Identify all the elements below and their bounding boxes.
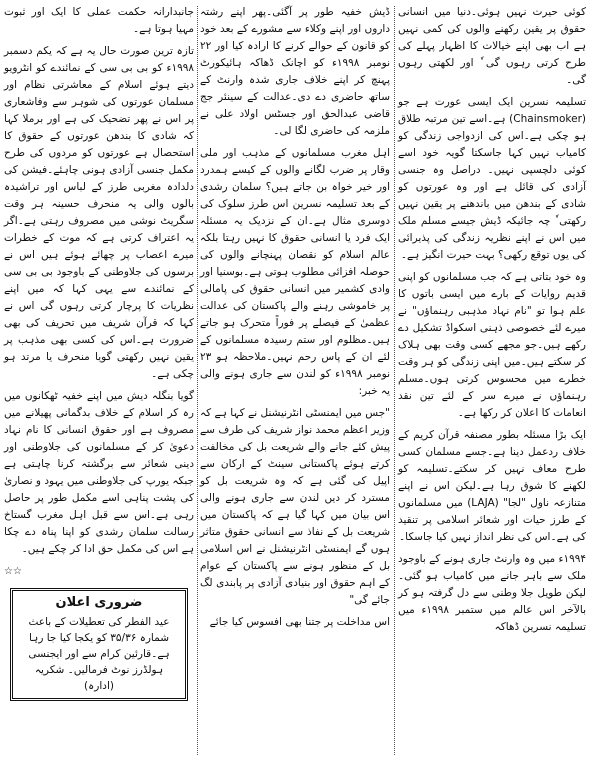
paragraph: تسلیمہ نسرین ایک ایسی عورت ہے جو (Chainsmoker) ہے۔اسے تین مرتبہ طلاق ہو چکی ہے۔اس کی ازدواجی زندگی کو کامیاب نہیں کہا جاسکتا گویہ خود اسے کوئی دلچسپی نہیں۔ دراصل وہ جنسی آزادی کی قائل ہے اور وہ عورتوں کو شادی کے بندھن میں باندھنے پر یقین نہیں رکھتی ٗ چہ جائیکہ ڈیش جیسے مسلم ملک میں اس نے اپنے نظریہ زندگی کی پذیرائی کی یوں توقع رکھی؟ بہت حیرت انگیز ہے۔ (398, 96, 586, 261)
announcement-signature: (ادارہ) (84, 680, 114, 692)
paragraph: اہل مغرب مسلمانوں کے مذہب اور ملی وقار پر ضرب لگانے والوں کے کیسے ہمدرد اور خیر خواہ بن جاتے ہیں؟ سلمان رشدی کے بعد تسلیمہ نسرین اس طرز سلوک کی دوسری مثال ہے۔ان کے نزدیک یہ مسئلہ ایک فرد یا انسانی حقوق کا نہیں رہتا بلکہ عالم اسلام کو نقصان پہنچانے والوں کی حوصلہ افزائی مطلوب ہوتی ہے۔بوسنیا اور وادی کشمیر میں انسانی حقوق کی پامالی پر خاموشی رہنے والے پاکستان کی عدالت عظمیٰ کے فیصلے پر فوراً متحرک ہو جاتے ہیں۔مظلوم اور ستم رسیدہ مسلمانوں کے لئے ان کے پاس رحم نہیں۔ملاحظہ ہو ۲۳ نومبر ۱۹۹۸ء کو لندن سے جاری ہونے والی یہ خبر: (200, 147, 390, 397)
column-divider (197, 6, 198, 755)
announcement-body: عید الفطر کی تعطیلات کے باعث شمارہ ۳۵/۳۶ کو یکجا کیا جا رہا ہے۔قارئین کرام سے اور ایجنسی ہولڈرز نوٹ فرمالیں۔ شکریہ (28, 616, 170, 676)
paragraph: وہ خود بتاتی ہے کہ جب مسلمانوں کو اپنی قدیم روایات کے بارے میں ایسی باتوں کا علم ہوا تو "نام نہاد مذہبی رہنماؤں" نے میرے لئے خصوصی ذہنی اسکواڈ تشکیل دے رکھے ہیں۔جو مجھے کسی وقت بھی ہلاک کر سکتے ہیں۔میں اپنی زندگی کو ہر وقت خطرے میں محسوس کرتی ہوں۔مسلم رہنماؤں نے میرے سر کے لئے تین نقد انعامات کا اعلان کر رکھا ہے۔ (398, 271, 586, 419)
paragraph: ۱۹۹۴ء میں وہ وارنٹ جاری ہونے کے باوجود ملک سے باہر جانے میں کامیاب ہو گئی۔لیکن طویل جلا وطنی سے دل گرفتہ ہو کر بالآخر اس عالم میں ستمبر ۱۹۹۸ء میں تسلیمہ نسرین ڈھاکہ (398, 553, 586, 633)
left-column (4, 4, 194, 757)
middle-column (200, 4, 390, 757)
announcement-box (10, 588, 188, 701)
announcement-title: ضروری اعلان (55, 595, 143, 610)
right-column (398, 4, 586, 757)
column-divider (394, 6, 395, 755)
paragraph: جانبدارانہ حکمت عملی کا ایک اور ثبوت مہیا ہوتا ہے۔ (4, 6, 194, 35)
star-separator: ☆☆ (4, 566, 22, 577)
paragraph: کوئی حیرت نہیں ہوئی۔دنیا میں انسانی حقوق پر یقین رکھنے والوں کی کمی نہیں ہے اب بھی اپنے خیالات کا اظہار پہلے کی طرح کرتی رہوں گی ٗ اور لکھتی رہوں گی۔ (398, 6, 586, 86)
quote-paragraph: "جس میں ایمنسٹی انٹرنیشنل نے کہا ہے کہ وزیر اعظم محمد نواز شریف کی طرف سے پیش کئے جانے والے شریعت بل کی مخالفت کرتے ہوئے پاکستانی سینٹ کے ارکان سے اپیل کی گئی ہے کہ وہ شریعت بل کو مسترد کر دیں لندن سے جاری ہونے والی اس بیان میں کہا گیا ہے کہ پاکستان میں شریعت بل کے نفاذ سے انسانی حقوق متاثر ہوں گے ایمنسٹی انٹرنیشنل نے اس اسلامی بل کے منظور ہونے سے پاکستان کے عوام کے اہم حقوق اور بنیادی آزادی پر پابندی لگ جائے گی" (200, 407, 390, 606)
paragraph: اس مداخلت پر جتنا بھی افسوس کیا جائے (209, 616, 390, 628)
paragraph: گویا بنگلہ دیش میں اپنے خفیہ ٹھکانوں میں رہ کر اسلام کے خلاف بدگمانی پھیلانے میں مصروف ہے اور حقوق انسانی کا نام نہاد دعویٰ کر کے مسلمانوں کی جلاوطنی اور دینی شعائر سے برگشتہ کرنا چاہتی ہے جبکہ یورپ کی جلاوطنی میں یہود و نصاریٰ کی پشت پناہی اسے مکمل طور پر حاصل رہی ہے۔اس سے قبل اہل مغرب گستاخ رسالت سلمان رشدی کو اپنا پناہ دے چکا ہے اس کی مکمل حق ادا کر چکے ہیں۔ (4, 390, 194, 555)
paragraph: تازہ ترین صورت حال یہ ہے کہ یکم دسمبر ۱۹۹۸ء کو بی بی سی کے نمائندے کو انٹرویو دیتے ہوئے اسلام کے معاشرتی نظام اور مسلمان عورتوں کی شوہر سے وفاشعاری پر اس نے پھر تضحیک کی ہے اور برملا کہا کہ شادی کا بندھن عورتوں کے حقوق کا استحصال ہے عورتوں کو مردوں کی طرح مکمل جنسی آزادی ہونی چاہئے۔فیشن کی دلدادہ مغربی طرز کے لباس اور تراشیدہ بالوں والی یہ منحرف حسینہ ہر وقت سگریٹ نوشی میں مصروف رہتی ہے۔اگر یہ اعتراف کرتی ہے کہ موت کے خطرات میرے اعصاب پر چھائے ہوئے ہیں اس نے برسوں کی جلاوطنی کے باوجود بی بی سی کے نمائندے سے یہی کہا کہ میں اپنے نظریات کا پرچار کرتی رہوں گی اس نے کہا کہ قرآن شریف میں تحریف کی بھی ضرورت ہے۔اس کی کسی بھی مذہب پر یقین نہیں رکھتی گویا منحرف یا مرتد ہو چکی ہے۔ (4, 45, 194, 380)
paragraph: ڈیش خفیہ طور پر آگئی۔پھر اپنے رشتہ داروں اور اپنے وکلاء سے مشورے کے بعد خود کو قانون کے حوالے کرنے کا ارادہ کیا اور ۲۲ نومبر ۱۹۹۸ء کو اچانک ڈھاکہ ہائیکورٹ پہنچ کر اپنے خلاف جاری شدہ وارنٹ کے ساتھ حاضری دے دی۔عدالت کے سینئر جج قاضی عبدالحق اور جسٹس اولاد علی نے ملزمہ کی حاضری لگا لی۔ (200, 6, 390, 137)
paragraph: ایک بڑا مسئلہ بطور مصنفہ قرآن کریم کے خلاف ردعمل دینا ہے۔جسے مسلمان کسی طرح معاف نہیں کر سکتے۔تسلیمہ کو لکھنے کا شوق رہا ہے۔لیکن اس نے اپنے متنازعہ ناول "لجا" (LAJA) میں مسلمانوں کے طرز حیات اور شعائر اسلامی پر تنقید کی ہے۔اس کی نظر انداز نہیں کیا جاسکا۔ (398, 429, 586, 543)
